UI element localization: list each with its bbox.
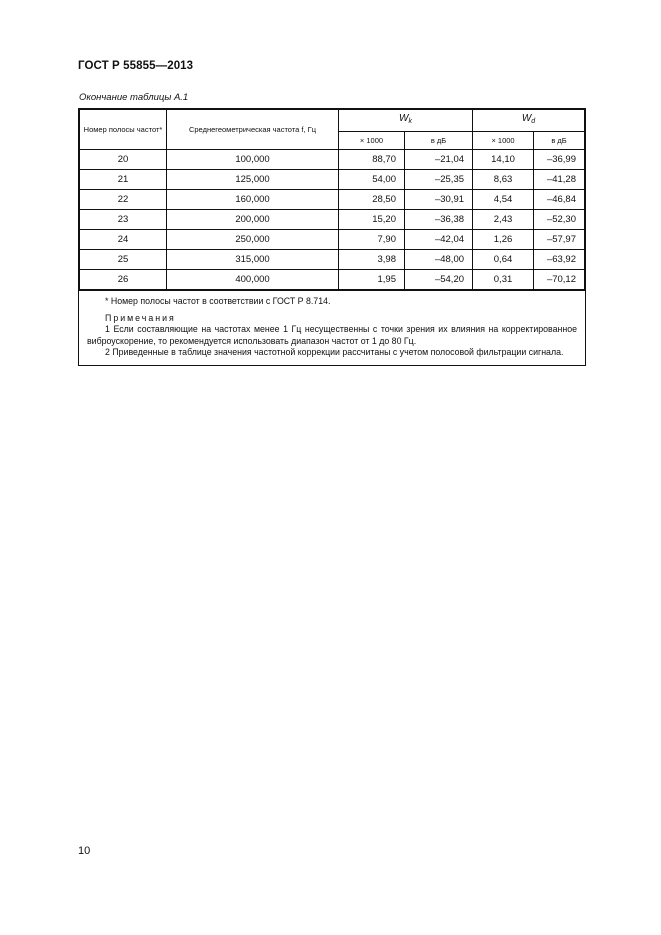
- weighting-table: [78, 108, 586, 366]
- header-wk: [339, 110, 473, 132]
- header-wd-db: в дБ: [534, 132, 585, 150]
- table-notes: [79, 290, 585, 365]
- cell-wk-db: –30,91: [405, 190, 473, 210]
- header-center-frequency-label: Среднегеометрическая частота f, Гц: [188, 124, 317, 134]
- cell-wd-x1000: 1,26: [473, 230, 534, 250]
- cell-wk-x1000: 54,00: [339, 170, 405, 190]
- header-wd: [473, 110, 585, 132]
- note-item: 2 Приведенные в таблице значения частотной коррекции рассчитаны с учетом полосовой фильтрации сигнала.: [105, 347, 564, 357]
- cell-wd-db: –70,12: [534, 270, 585, 290]
- cell-wd-db: –52,30: [534, 210, 585, 230]
- cell-wd-x1000: 14,10: [473, 150, 534, 170]
- table-body: [80, 150, 585, 290]
- cell-wk-db: –42,04: [405, 230, 473, 250]
- cell-wk-x1000: 28,50: [339, 190, 405, 210]
- cell-wk-x1000: 7,90: [339, 230, 405, 250]
- cell-wk-x1000: 1,95: [339, 270, 405, 290]
- table-header: [80, 110, 585, 150]
- cell-wk-db: –21,04: [405, 150, 473, 170]
- table-caption: Окончание таблицы А.1: [79, 92, 189, 103]
- cell-frequency: 160,000: [167, 190, 339, 210]
- cell-band: 26: [80, 270, 167, 290]
- wk-subscript: k: [408, 118, 412, 125]
- table-row: [80, 170, 585, 190]
- cell-wk-db: –48,00: [405, 250, 473, 270]
- cell-wk-db: –36,38: [405, 210, 473, 230]
- cell-wd-x1000: 0,31: [473, 270, 534, 290]
- cell-wd-db: –41,28: [534, 170, 585, 190]
- cell-frequency: 100,000: [167, 150, 339, 170]
- table-row: [80, 150, 585, 170]
- wk-symbol: W: [399, 113, 409, 124]
- cell-wd-x1000: 0,64: [473, 250, 534, 270]
- cell-frequency: 125,000: [167, 170, 339, 190]
- header-wk-x1000: × 1000: [339, 132, 405, 150]
- page-number: 10: [78, 845, 91, 857]
- cell-wd-db: –63,92: [534, 250, 585, 270]
- document-header: ГОСТ Р 55855—2013: [78, 60, 194, 72]
- header-center-frequency: [167, 110, 339, 150]
- cell-wk-x1000: 15,20: [339, 210, 405, 230]
- cell-wd-db: –46,84: [534, 190, 585, 210]
- cell-wk-x1000: 3,98: [339, 250, 405, 270]
- cell-band: 21: [80, 170, 167, 190]
- wd-symbol: W: [521, 113, 532, 124]
- wd-subscript: d: [531, 118, 536, 125]
- header-band-number: Номер полосы частот*: [80, 110, 167, 150]
- cell-wd-x1000: 4,54: [473, 190, 534, 210]
- header-wd-x1000: × 1000: [473, 132, 534, 150]
- cell-wd-db: –36,99: [534, 150, 585, 170]
- cell-frequency: 200,000: [167, 210, 339, 230]
- cell-band: 23: [80, 210, 167, 230]
- cell-wk-db: –54,20: [405, 270, 473, 290]
- cell-wk-db: –25,35: [405, 170, 473, 190]
- cell-wk-x1000: 88,70: [339, 150, 405, 170]
- table-row: [80, 210, 585, 230]
- table-row: [80, 250, 585, 270]
- cell-band: 20: [80, 150, 167, 170]
- note-item: 1 Если составляющие на частотах менее 1 Гц несущественны с точки зрения их влияния на корректированное виброускорение, то рекомендуется использовать диапазон частот от 1 до 80 Гц.: [87, 324, 577, 346]
- table-row: [80, 270, 585, 290]
- cell-wd-x1000: 2,43: [473, 210, 534, 230]
- table-row: [80, 190, 585, 210]
- footnote: * Номер полосы частот в соответствии с ГОСТ Р 8.714.: [105, 296, 331, 306]
- cell-band: 22: [80, 190, 167, 210]
- header-wk-db: в дБ: [405, 132, 473, 150]
- cell-wd-db: –57,97: [534, 230, 585, 250]
- notes-title: Примечания: [105, 312, 176, 323]
- cell-frequency: 315,000: [167, 250, 339, 270]
- cell-frequency: 250,000: [167, 230, 339, 250]
- cell-band: 25: [80, 250, 167, 270]
- table-row: [80, 230, 585, 250]
- cell-wd-x1000: 8,63: [473, 170, 534, 190]
- cell-frequency: 400,000: [167, 270, 339, 290]
- cell-band: 24: [80, 230, 167, 250]
